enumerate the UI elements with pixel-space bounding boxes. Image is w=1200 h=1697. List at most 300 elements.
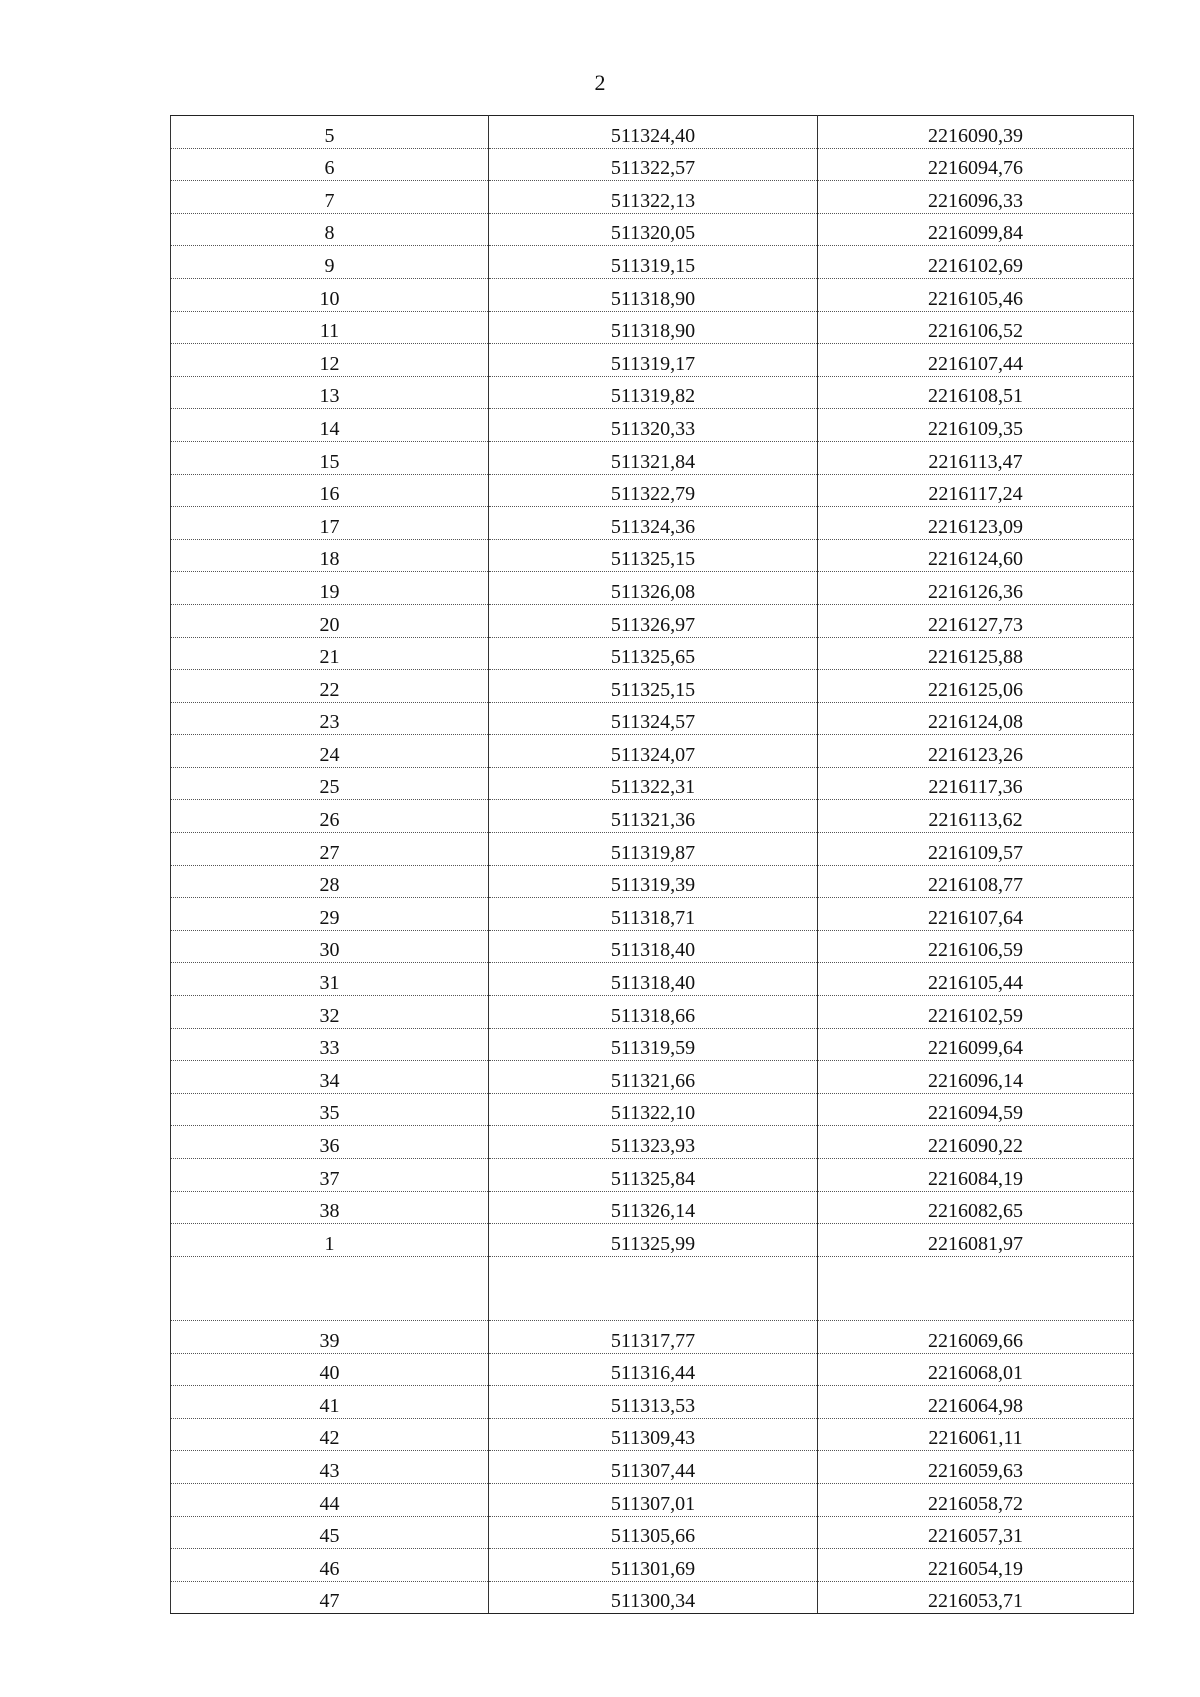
x-coordinate-cell: [489, 376, 818, 409]
cell-value: 511319,82: [610, 385, 696, 408]
table-row: [171, 181, 1134, 214]
cell-value: 2216105,46: [928, 287, 1023, 310]
y-coordinate-cell: [818, 148, 1134, 181]
point-number-cell: [171, 1581, 489, 1614]
x-coordinate-cell: [489, 1159, 818, 1192]
y-coordinate-cell: [818, 898, 1134, 931]
cell-value: 42: [319, 1427, 340, 1450]
cell-value: 511307,44: [610, 1459, 696, 1482]
table-row: [171, 213, 1134, 246]
point-number-cell: [171, 996, 489, 1029]
cell-value: 32: [319, 1004, 340, 1027]
x-coordinate-cell: [489, 344, 818, 377]
y-coordinate-cell: [818, 1418, 1134, 1451]
point-number-cell: [171, 1256, 489, 1320]
table-row: [171, 148, 1134, 181]
cell-value: 27: [319, 841, 340, 864]
y-coordinate-cell: [818, 1549, 1134, 1582]
x-coordinate-cell: [489, 1418, 818, 1451]
y-coordinate-cell: [818, 800, 1134, 833]
cell-value: 2216099,64: [928, 1037, 1023, 1060]
table-row: [171, 1224, 1134, 1257]
cell-value: 2216108,77: [928, 874, 1023, 897]
cell-value: 2216109,35: [928, 417, 1023, 440]
point-number-cell: [171, 116, 489, 149]
x-coordinate-cell: [489, 1386, 818, 1419]
y-coordinate-cell: [818, 507, 1134, 540]
cell-value: 511324,07: [610, 743, 696, 766]
cell-value: 38: [319, 1200, 340, 1223]
y-coordinate-cell: [818, 604, 1134, 637]
cell-value: 25: [319, 776, 340, 799]
point-number-cell: [171, 278, 489, 311]
cell-value: 18: [319, 548, 340, 571]
cell-value: 2216094,59: [928, 1102, 1023, 1125]
cell-value: 7: [324, 189, 335, 212]
table-row: [171, 963, 1134, 996]
cell-value: 2216105,44: [928, 972, 1023, 995]
cell-value: 2216124,60: [928, 548, 1023, 571]
cell-value: 34: [319, 1069, 340, 1092]
cell-value: 23: [319, 711, 340, 734]
table-row: [171, 604, 1134, 637]
y-coordinate-cell: [818, 1061, 1134, 1094]
y-coordinate-cell: [818, 1483, 1134, 1516]
cell-value: 511320,05: [610, 222, 696, 245]
cell-value: 511326,08: [610, 580, 696, 603]
cell-value: 511300,34: [610, 1590, 696, 1613]
point-number-cell: [171, 441, 489, 474]
point-number-cell: [171, 1549, 489, 1582]
x-coordinate-cell: [489, 1093, 818, 1126]
point-number-cell: [171, 409, 489, 442]
point-number-cell: [171, 572, 489, 605]
cell-value: 2216124,08: [928, 711, 1023, 734]
cell-value: 44: [319, 1492, 340, 1515]
table-row: [171, 376, 1134, 409]
cell-value: 511318,71: [610, 906, 696, 929]
cell-value: 40: [319, 1362, 340, 1385]
cell-value: 20: [319, 613, 340, 636]
table-row: [171, 996, 1134, 1029]
table-row: [171, 930, 1134, 963]
point-number-cell: [171, 1418, 489, 1451]
table-row: [171, 865, 1134, 898]
x-coordinate-cell: [489, 637, 818, 670]
cell-value: 511318,40: [610, 972, 696, 995]
cell-value: 2216058,72: [928, 1492, 1023, 1515]
cell-value: 2216113,62: [928, 809, 1023, 832]
point-number-cell: [171, 702, 489, 735]
point-number-cell: [171, 474, 489, 507]
y-coordinate-cell: [818, 767, 1134, 800]
cell-value: 511319,15: [610, 254, 696, 277]
table-row: [171, 833, 1134, 866]
cell-value: 29: [319, 906, 340, 929]
cell-value: 511319,39: [610, 874, 696, 897]
cell-value: 2216126,36: [928, 580, 1023, 603]
table-row: [171, 767, 1134, 800]
cell-value: 2216069,66: [928, 1329, 1023, 1352]
cell-value: 17: [319, 515, 340, 538]
x-coordinate-cell: [489, 963, 818, 996]
point-number-cell: [171, 1093, 489, 1126]
table-row: [171, 1191, 1134, 1224]
point-number-cell: [171, 1191, 489, 1224]
y-coordinate-cell: [818, 1028, 1134, 1061]
cell-value: 2216123,09: [928, 515, 1023, 538]
cell-value: 511318,66: [610, 1004, 696, 1027]
cell-value: 511317,77: [610, 1329, 696, 1352]
cell-value: 2216109,57: [928, 841, 1023, 864]
cell-value: 26: [319, 809, 340, 832]
cell-value: 2216106,52: [928, 320, 1023, 343]
cell-value: 2216108,51: [928, 385, 1023, 408]
point-number-cell: [171, 767, 489, 800]
page-number: 2: [594, 70, 606, 95]
y-coordinate-cell: [818, 572, 1134, 605]
x-coordinate-cell: [489, 441, 818, 474]
cell-value: 16: [319, 483, 340, 506]
x-coordinate-cell: [489, 1061, 818, 1094]
y-coordinate-cell: [818, 1191, 1134, 1224]
table-row: [171, 1320, 1134, 1353]
y-coordinate-cell: [818, 1093, 1134, 1126]
point-number-cell: [171, 833, 489, 866]
y-coordinate-cell: [818, 735, 1134, 768]
x-coordinate-cell: [489, 1320, 818, 1353]
x-coordinate-cell: [489, 1028, 818, 1061]
table-row: [171, 507, 1134, 540]
cell-value: 511313,53: [610, 1394, 696, 1417]
cell-value: 2216084,19: [928, 1167, 1023, 1190]
cell-value: 511322,31: [610, 776, 696, 799]
cell-value: 1: [324, 1232, 335, 1255]
cell-value: 511319,59: [610, 1037, 696, 1060]
cell-value: 511321,84: [610, 450, 696, 473]
y-coordinate-cell: [818, 833, 1134, 866]
x-coordinate-cell: [489, 1451, 818, 1484]
cell-value: 2216123,26: [928, 743, 1023, 766]
point-number-cell: [171, 1126, 489, 1159]
point-number-cell: [171, 1320, 489, 1353]
y-coordinate-cell: [818, 278, 1134, 311]
cell-value: 2216059,63: [928, 1459, 1023, 1482]
cell-value: 41: [319, 1394, 340, 1417]
cell-value: 2216096,33: [928, 189, 1023, 212]
cell-value: 511326,14: [610, 1200, 696, 1223]
table-row: [171, 246, 1134, 279]
y-coordinate-cell: [818, 1451, 1134, 1484]
y-coordinate-cell: [818, 376, 1134, 409]
point-number-cell: [171, 637, 489, 670]
cell-value: 6: [324, 157, 335, 180]
cell-value: 511307,01: [610, 1492, 696, 1515]
cell-value: 28: [319, 874, 340, 897]
table-row: [171, 344, 1134, 377]
point-number-cell: [171, 1451, 489, 1484]
table-row: [171, 1451, 1134, 1484]
table-row: [171, 637, 1134, 670]
y-coordinate-cell: [818, 409, 1134, 442]
y-coordinate-cell: [818, 1386, 1134, 1419]
table-row: [171, 1516, 1134, 1549]
cell-value: 511321,36: [610, 809, 696, 832]
y-coordinate-cell: [818, 702, 1134, 735]
y-coordinate-cell: [818, 539, 1134, 572]
y-coordinate-cell: [818, 865, 1134, 898]
cell-value: 2216096,14: [928, 1069, 1023, 1092]
table-row: [171, 409, 1134, 442]
x-coordinate-cell: [489, 507, 818, 540]
cell-value: 2216064,98: [928, 1394, 1023, 1417]
y-coordinate-cell: [818, 1320, 1134, 1353]
cell-value: 43: [319, 1459, 340, 1482]
x-coordinate-cell: [489, 409, 818, 442]
cell-value: 21: [319, 646, 340, 669]
cell-value: 511318,90: [610, 287, 696, 310]
cell-value: 511305,66: [610, 1525, 696, 1548]
cell-value: 2216090,39: [928, 124, 1023, 147]
cell-value: 511325,15: [610, 678, 696, 701]
y-coordinate-cell: [818, 441, 1134, 474]
x-coordinate-cell: [489, 1224, 818, 1257]
point-number-cell: [171, 670, 489, 703]
y-coordinate-cell: [818, 213, 1134, 246]
cell-value: 5: [324, 124, 335, 147]
y-coordinate-cell: [818, 246, 1134, 279]
x-coordinate-cell: [489, 1549, 818, 1582]
cell-value: 511319,17: [610, 352, 696, 375]
cell-value: 511318,40: [610, 939, 696, 962]
cell-value: 45: [319, 1525, 340, 1548]
point-number-cell: [171, 865, 489, 898]
table-row: [171, 1028, 1134, 1061]
x-coordinate-cell: [489, 767, 818, 800]
x-coordinate-cell: [489, 311, 818, 344]
cell-value: 511322,79: [610, 483, 696, 506]
x-coordinate-cell: [489, 572, 818, 605]
cell-value: 511319,87: [610, 841, 696, 864]
cell-value: 511320,33: [610, 417, 696, 440]
cell-value: 511309,43: [610, 1427, 696, 1450]
x-coordinate-cell: [489, 539, 818, 572]
point-number-cell: [171, 1353, 489, 1386]
table-row: [171, 1159, 1134, 1192]
y-coordinate-cell: [818, 1159, 1134, 1192]
y-coordinate-cell: [818, 1126, 1134, 1159]
y-coordinate-cell: [818, 1581, 1134, 1614]
point-number-cell: [171, 376, 489, 409]
cell-value: 2216053,71: [928, 1590, 1023, 1613]
y-coordinate-cell: [818, 670, 1134, 703]
table-row: [171, 1386, 1134, 1419]
table-row: [171, 1549, 1134, 1582]
y-coordinate-cell: [818, 1353, 1134, 1386]
y-coordinate-cell: [818, 1256, 1134, 1320]
point-number-cell: [171, 1386, 489, 1419]
table-row: [171, 1126, 1134, 1159]
y-coordinate-cell: [818, 1224, 1134, 1257]
cell-value: 35: [319, 1102, 340, 1125]
table-row: [171, 539, 1134, 572]
cell-value: 511322,57: [610, 157, 696, 180]
table-row: [171, 800, 1134, 833]
table-row: [171, 898, 1134, 931]
point-number-cell: [171, 898, 489, 931]
point-number-cell: [171, 344, 489, 377]
point-number-cell: [171, 930, 489, 963]
x-coordinate-cell: [489, 116, 818, 149]
cell-value: 511325,15: [610, 548, 696, 571]
cell-value: 2216117,36: [928, 776, 1023, 799]
cell-value: 13: [319, 385, 340, 408]
cell-value: 2216125,06: [928, 678, 1023, 701]
table-row: [171, 1256, 1134, 1320]
x-coordinate-cell: [489, 474, 818, 507]
x-coordinate-cell: [489, 930, 818, 963]
table-row: [171, 1093, 1134, 1126]
x-coordinate-cell: [489, 148, 818, 181]
x-coordinate-cell: [489, 800, 818, 833]
point-number-cell: [171, 181, 489, 214]
point-number-cell: [171, 311, 489, 344]
cell-value: 39: [319, 1329, 340, 1352]
cell-value: 15: [319, 450, 340, 473]
cell-value: 511301,69: [610, 1557, 696, 1580]
point-number-cell: [171, 1224, 489, 1257]
cell-value: 12: [319, 352, 340, 375]
table-row: [171, 441, 1134, 474]
x-coordinate-cell: [489, 604, 818, 637]
table-row: [171, 670, 1134, 703]
cell-value: 511324,40: [610, 124, 696, 147]
point-number-cell: [171, 539, 489, 572]
cell-value: 511318,90: [610, 320, 696, 343]
y-coordinate-cell: [818, 344, 1134, 377]
y-coordinate-cell: [818, 474, 1134, 507]
cell-value: 33: [319, 1037, 340, 1060]
cell-value: 511316,44: [610, 1362, 696, 1385]
cell-value: 2216094,76: [928, 157, 1023, 180]
cell-value: 31: [319, 972, 340, 995]
cell-value: 2216057,31: [928, 1525, 1023, 1548]
cell-value: 511321,66: [610, 1069, 696, 1092]
cell-value: 511322,10: [610, 1102, 696, 1125]
cell-value: 511324,36: [610, 515, 696, 538]
table-row: [171, 1483, 1134, 1516]
point-number-cell: [171, 507, 489, 540]
cell-value: 2216081,97: [928, 1232, 1023, 1255]
cell-value: 2216061,11: [928, 1427, 1023, 1450]
cell-value: 2216106,59: [928, 939, 1023, 962]
cell-value: 8: [324, 222, 335, 245]
x-coordinate-cell: [489, 670, 818, 703]
y-coordinate-cell: [818, 637, 1134, 670]
cell-value: 22: [319, 678, 340, 701]
x-coordinate-cell: [489, 735, 818, 768]
x-coordinate-cell: [489, 1483, 818, 1516]
x-coordinate-cell: [489, 1581, 818, 1614]
cell-value: 511324,57: [610, 711, 696, 734]
table-row: [171, 1353, 1134, 1386]
cell-value: 2216090,22: [928, 1135, 1023, 1157]
x-coordinate-cell: [489, 702, 818, 735]
point-number-cell: [171, 1159, 489, 1192]
x-coordinate-cell: [489, 1191, 818, 1224]
cell-value: 511326,97: [610, 613, 696, 636]
cell-value: 2216113,47: [928, 450, 1023, 473]
x-coordinate-cell: [489, 1126, 818, 1159]
y-coordinate-cell: [818, 930, 1134, 963]
table-row: [171, 278, 1134, 311]
cell-value: 10: [319, 287, 340, 310]
table-row: [171, 572, 1134, 605]
y-coordinate-cell: [818, 996, 1134, 1029]
cell-value: 2216107,64: [928, 906, 1023, 929]
table-row: [171, 474, 1134, 507]
cell-value: 511323,93: [610, 1135, 696, 1157]
cell-value: 2216099,84: [928, 222, 1023, 245]
table-row: [171, 311, 1134, 344]
y-coordinate-cell: [818, 1516, 1134, 1549]
coordinates-table-body: [171, 116, 1134, 1614]
x-coordinate-cell: [489, 213, 818, 246]
point-number-cell: [171, 148, 489, 181]
point-number-cell: [171, 735, 489, 768]
x-coordinate-cell: [489, 833, 818, 866]
x-coordinate-cell: [489, 246, 818, 279]
cell-value: 2216054,19: [928, 1557, 1023, 1580]
cell-value: 36: [319, 1135, 340, 1157]
cell-value: 2216125,88: [928, 646, 1023, 669]
point-number-cell: [171, 1516, 489, 1549]
point-number-cell: [171, 1061, 489, 1094]
cell-value: 46: [319, 1557, 340, 1580]
cell-value: 2216102,59: [928, 1004, 1023, 1027]
table-row: [171, 116, 1134, 149]
cell-value: 14: [319, 417, 340, 440]
cell-value: 511325,65: [610, 646, 696, 669]
table-row: [171, 1061, 1134, 1094]
cell-value: 2216082,65: [928, 1200, 1023, 1223]
x-coordinate-cell: [489, 898, 818, 931]
cell-value: 11: [319, 320, 340, 343]
y-coordinate-cell: [818, 963, 1134, 996]
cell-value: 37: [319, 1167, 340, 1190]
point-number-cell: [171, 213, 489, 246]
x-coordinate-cell: [489, 865, 818, 898]
x-coordinate-cell: [489, 278, 818, 311]
x-coordinate-cell: [489, 1256, 818, 1320]
cell-value: 47: [319, 1590, 340, 1613]
cell-value: 30: [319, 939, 340, 962]
cell-value: 511325,99: [610, 1232, 696, 1255]
cell-value: 2216117,24: [928, 483, 1023, 506]
point-number-cell: [171, 604, 489, 637]
x-coordinate-cell: [489, 1516, 818, 1549]
cell-value: 511322,13: [610, 189, 696, 212]
y-coordinate-cell: [818, 181, 1134, 214]
point-number-cell: [171, 1028, 489, 1061]
cell-value: 2216068,01: [928, 1362, 1023, 1385]
table-row: [171, 702, 1134, 735]
point-number-cell: [171, 246, 489, 279]
cell-value: 2216102,69: [928, 254, 1023, 277]
y-coordinate-cell: [818, 116, 1134, 149]
cell-value: 9: [324, 254, 335, 277]
x-coordinate-cell: [489, 181, 818, 214]
